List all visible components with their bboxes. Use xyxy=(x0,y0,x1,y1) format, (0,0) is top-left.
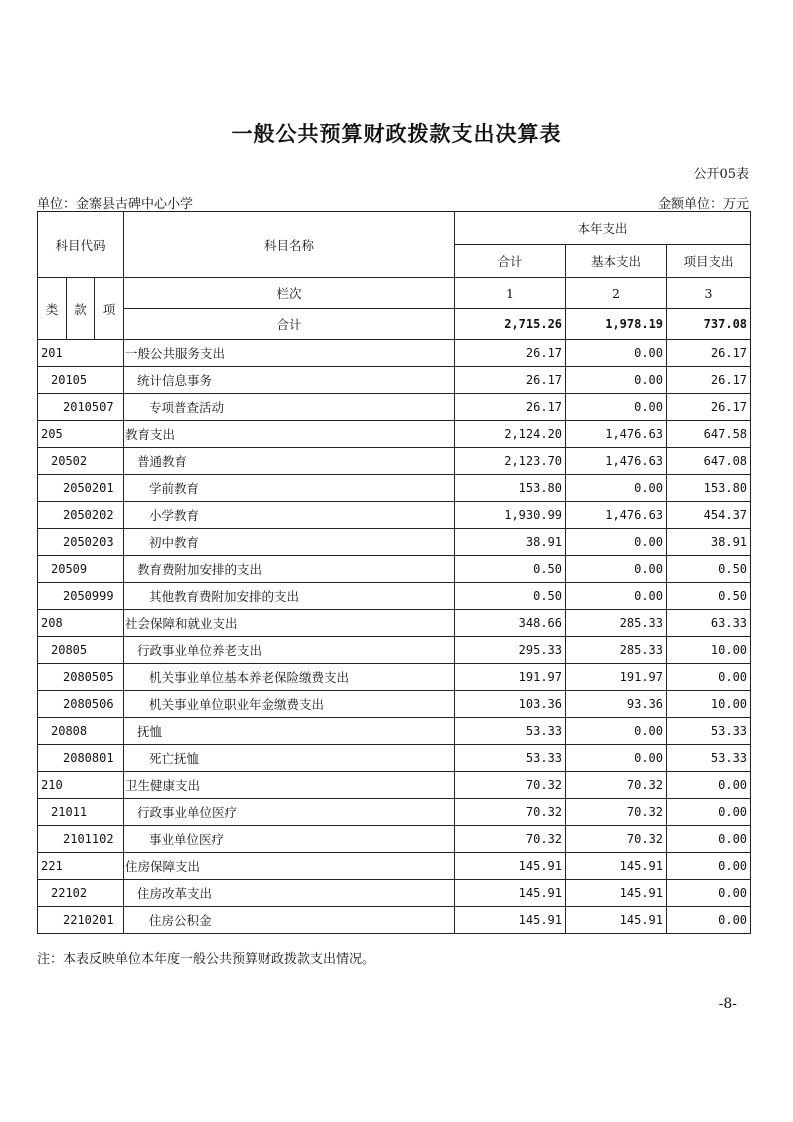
subject-code: 2050999 xyxy=(38,583,124,610)
subject-code: 2080801 xyxy=(38,745,124,772)
amount-unit-label: 金额单位：万元 xyxy=(657,197,749,212)
amount-basic: 93.36 xyxy=(566,691,667,718)
amount-basic: 0.00 xyxy=(566,529,667,556)
header-code: 科目代码 xyxy=(38,212,124,278)
amount-basic: 0.00 xyxy=(566,367,667,394)
subject-name: 学前教育 xyxy=(124,475,455,502)
amount-basic: 145.91 xyxy=(566,853,667,880)
amount-project: 26.17 xyxy=(667,340,751,367)
table-row xyxy=(38,367,751,394)
subject-name: 机关事业单位职业年金缴费支出 xyxy=(124,691,455,718)
page-title: 一般公共预算财政拨款支出决算表 xyxy=(231,121,562,146)
subject-code: 20808 xyxy=(38,718,124,745)
total-label: 合计 xyxy=(124,309,455,340)
page-number: -8- xyxy=(718,996,737,1012)
subject-code: 2010507 xyxy=(38,394,124,421)
subject-name: 专项普查活动 xyxy=(124,394,455,421)
subject-name: 死亡抚恤 xyxy=(124,745,455,772)
amount-basic: 70.32 xyxy=(566,772,667,799)
amount-basic: 285.33 xyxy=(566,637,667,664)
total-project: 737.08 xyxy=(667,309,751,340)
amount-total: 145.91 xyxy=(455,907,566,934)
subject-code: 21011 xyxy=(38,799,124,826)
amount-basic: 70.32 xyxy=(566,799,667,826)
amount-total: 2,123.70 xyxy=(455,448,566,475)
amount-project: 647.08 xyxy=(667,448,751,475)
unit-label: 单位：金寨县古碑中心小学 xyxy=(37,197,194,212)
amount-basic: 285.33 xyxy=(566,610,667,637)
amount-total: 26.17 xyxy=(455,340,566,367)
subject-code: 20502 xyxy=(38,448,124,475)
amount-basic: 0.00 xyxy=(566,718,667,745)
subject-name: 小学教育 xyxy=(124,502,455,529)
amount-total: 26.17 xyxy=(455,394,566,421)
table-note: 注：本表反映单位本年度一般公共预算财政拨款支出情况。 xyxy=(37,952,376,967)
header-basic: 基本支出 xyxy=(566,245,667,278)
amount-basic: 0.00 xyxy=(566,340,667,367)
subject-code: 2101102 xyxy=(38,826,124,853)
subject-name: 机关事业单位基本养老保险缴费支出 xyxy=(124,664,455,691)
subject-code: 205 xyxy=(38,421,124,448)
amount-project: 0.00 xyxy=(667,826,751,853)
subject-name: 抚恤 xyxy=(124,718,455,745)
amount-basic: 191.97 xyxy=(566,664,667,691)
header-total: 合计 xyxy=(455,245,566,278)
amount-total: 53.33 xyxy=(455,745,566,772)
subject-name: 初中教育 xyxy=(124,529,455,556)
amount-project: 153.80 xyxy=(667,475,751,502)
header-row-1 xyxy=(38,212,751,245)
table-row xyxy=(38,583,751,610)
amount-basic: 0.00 xyxy=(566,583,667,610)
table-row xyxy=(38,799,751,826)
subject-code: 22102 xyxy=(38,880,124,907)
amount-project: 0.00 xyxy=(667,664,751,691)
subject-code: 221 xyxy=(38,853,124,880)
amount-project: 63.33 xyxy=(667,610,751,637)
subject-code: 208 xyxy=(38,610,124,637)
amount-basic: 1,476.63 xyxy=(566,502,667,529)
subject-name: 行政事业单位医疗 xyxy=(124,799,455,826)
amount-total: 0.50 xyxy=(455,556,566,583)
table-row xyxy=(38,826,751,853)
subject-name: 一般公共服务支出 xyxy=(124,340,455,367)
amount-total: 70.32 xyxy=(455,826,566,853)
table-row xyxy=(38,745,751,772)
subject-name: 教育费附加安排的支出 xyxy=(124,556,455,583)
subject-name: 卫生健康支出 xyxy=(124,772,455,799)
table-row xyxy=(38,502,751,529)
amount-project: 0.50 xyxy=(667,583,751,610)
subject-code: 2050201 xyxy=(38,475,124,502)
subject-name: 其他教育费附加安排的支出 xyxy=(124,583,455,610)
header-col3: 3 xyxy=(667,278,751,309)
table-row xyxy=(38,853,751,880)
subject-code: 2080506 xyxy=(38,691,124,718)
amount-total: 153.80 xyxy=(455,475,566,502)
header-col2: 2 xyxy=(566,278,667,309)
table-row xyxy=(38,529,751,556)
header-col1: 1 xyxy=(455,278,566,309)
subject-code: 2050202 xyxy=(38,502,124,529)
subject-name: 事业单位医疗 xyxy=(124,826,455,853)
amount-total: 2,124.20 xyxy=(455,421,566,448)
subject-code: 2050203 xyxy=(38,529,124,556)
total-basic: 1,978.19 xyxy=(566,309,667,340)
subject-name: 住房保障支出 xyxy=(124,853,455,880)
table-row xyxy=(38,664,751,691)
header-name: 科目名称 xyxy=(124,212,455,278)
subject-name: 住房公积金 xyxy=(124,907,455,934)
amount-total: 70.32 xyxy=(455,799,566,826)
header-section: 款 xyxy=(67,278,95,340)
table-row xyxy=(38,394,751,421)
amount-project: 0.00 xyxy=(667,880,751,907)
subject-name: 教育支出 xyxy=(124,421,455,448)
amount-total: 348.66 xyxy=(455,610,566,637)
amount-project: 53.33 xyxy=(667,718,751,745)
amount-basic: 0.00 xyxy=(566,745,667,772)
amount-project: 26.17 xyxy=(667,394,751,421)
amount-project: 647.58 xyxy=(667,421,751,448)
amount-total: 145.91 xyxy=(455,853,566,880)
expenditure-table xyxy=(37,211,751,934)
subject-name: 统计信息事务 xyxy=(124,367,455,394)
amount-project: 10.00 xyxy=(667,637,751,664)
amount-basic: 145.91 xyxy=(566,880,667,907)
amount-total: 295.33 xyxy=(455,637,566,664)
subject-code: 2210201 xyxy=(38,907,124,934)
subject-code: 20105 xyxy=(38,367,124,394)
amount-total: 145.91 xyxy=(455,880,566,907)
subject-code: 20805 xyxy=(38,637,124,664)
table-row xyxy=(38,880,751,907)
total-row xyxy=(38,309,751,340)
table-row xyxy=(38,421,751,448)
amount-total: 38.91 xyxy=(455,529,566,556)
table-row xyxy=(38,610,751,637)
table-row xyxy=(38,907,751,934)
amount-basic: 0.00 xyxy=(566,475,667,502)
amount-project: 454.37 xyxy=(667,502,751,529)
amount-basic: 0.00 xyxy=(566,394,667,421)
table-row xyxy=(38,340,751,367)
amount-total: 26.17 xyxy=(455,367,566,394)
subject-name: 普通教育 xyxy=(124,448,455,475)
amount-basic: 145.91 xyxy=(566,907,667,934)
header-row-3 xyxy=(38,278,751,309)
amount-project: 10.00 xyxy=(667,691,751,718)
header-project: 项目支出 xyxy=(667,245,751,278)
subject-code: 201 xyxy=(38,340,124,367)
amount-project: 53.33 xyxy=(667,745,751,772)
amount-total: 1,930.99 xyxy=(455,502,566,529)
table-row xyxy=(38,556,751,583)
table-row xyxy=(38,637,751,664)
total-amount: 2,715.26 xyxy=(455,309,566,340)
table-row xyxy=(38,772,751,799)
amount-project: 26.17 xyxy=(667,367,751,394)
subject-name: 社会保障和就业支出 xyxy=(124,610,455,637)
header-class: 类 xyxy=(38,278,67,340)
table-row xyxy=(38,475,751,502)
amount-project: 38.91 xyxy=(667,529,751,556)
amount-total: 70.32 xyxy=(455,772,566,799)
amount-total: 103.36 xyxy=(455,691,566,718)
amount-total: 191.97 xyxy=(455,664,566,691)
table-row xyxy=(38,691,751,718)
amount-basic: 70.32 xyxy=(566,826,667,853)
amount-project: 0.00 xyxy=(667,853,751,880)
subject-code: 210 xyxy=(38,772,124,799)
amount-project: 0.00 xyxy=(667,772,751,799)
subject-name: 住房改革支出 xyxy=(124,880,455,907)
amount-total: 53.33 xyxy=(455,718,566,745)
amount-project: 0.50 xyxy=(667,556,751,583)
table-row xyxy=(38,718,751,745)
amount-basic: 1,476.63 xyxy=(566,448,667,475)
subject-code: 20509 xyxy=(38,556,124,583)
amount-project: 0.00 xyxy=(667,799,751,826)
amount-project: 0.00 xyxy=(667,907,751,934)
amount-basic: 0.00 xyxy=(566,556,667,583)
subject-code: 2080505 xyxy=(38,664,124,691)
header-column-no: 栏次 xyxy=(124,278,455,309)
header-current-year: 本年支出 xyxy=(455,212,751,245)
form-number: 公开05表 xyxy=(693,167,749,182)
header-item: 项 xyxy=(95,278,124,340)
subject-name: 行政事业单位养老支出 xyxy=(124,637,455,664)
amount-basic: 1,476.63 xyxy=(566,421,667,448)
table-row xyxy=(38,448,751,475)
amount-total: 0.50 xyxy=(455,583,566,610)
